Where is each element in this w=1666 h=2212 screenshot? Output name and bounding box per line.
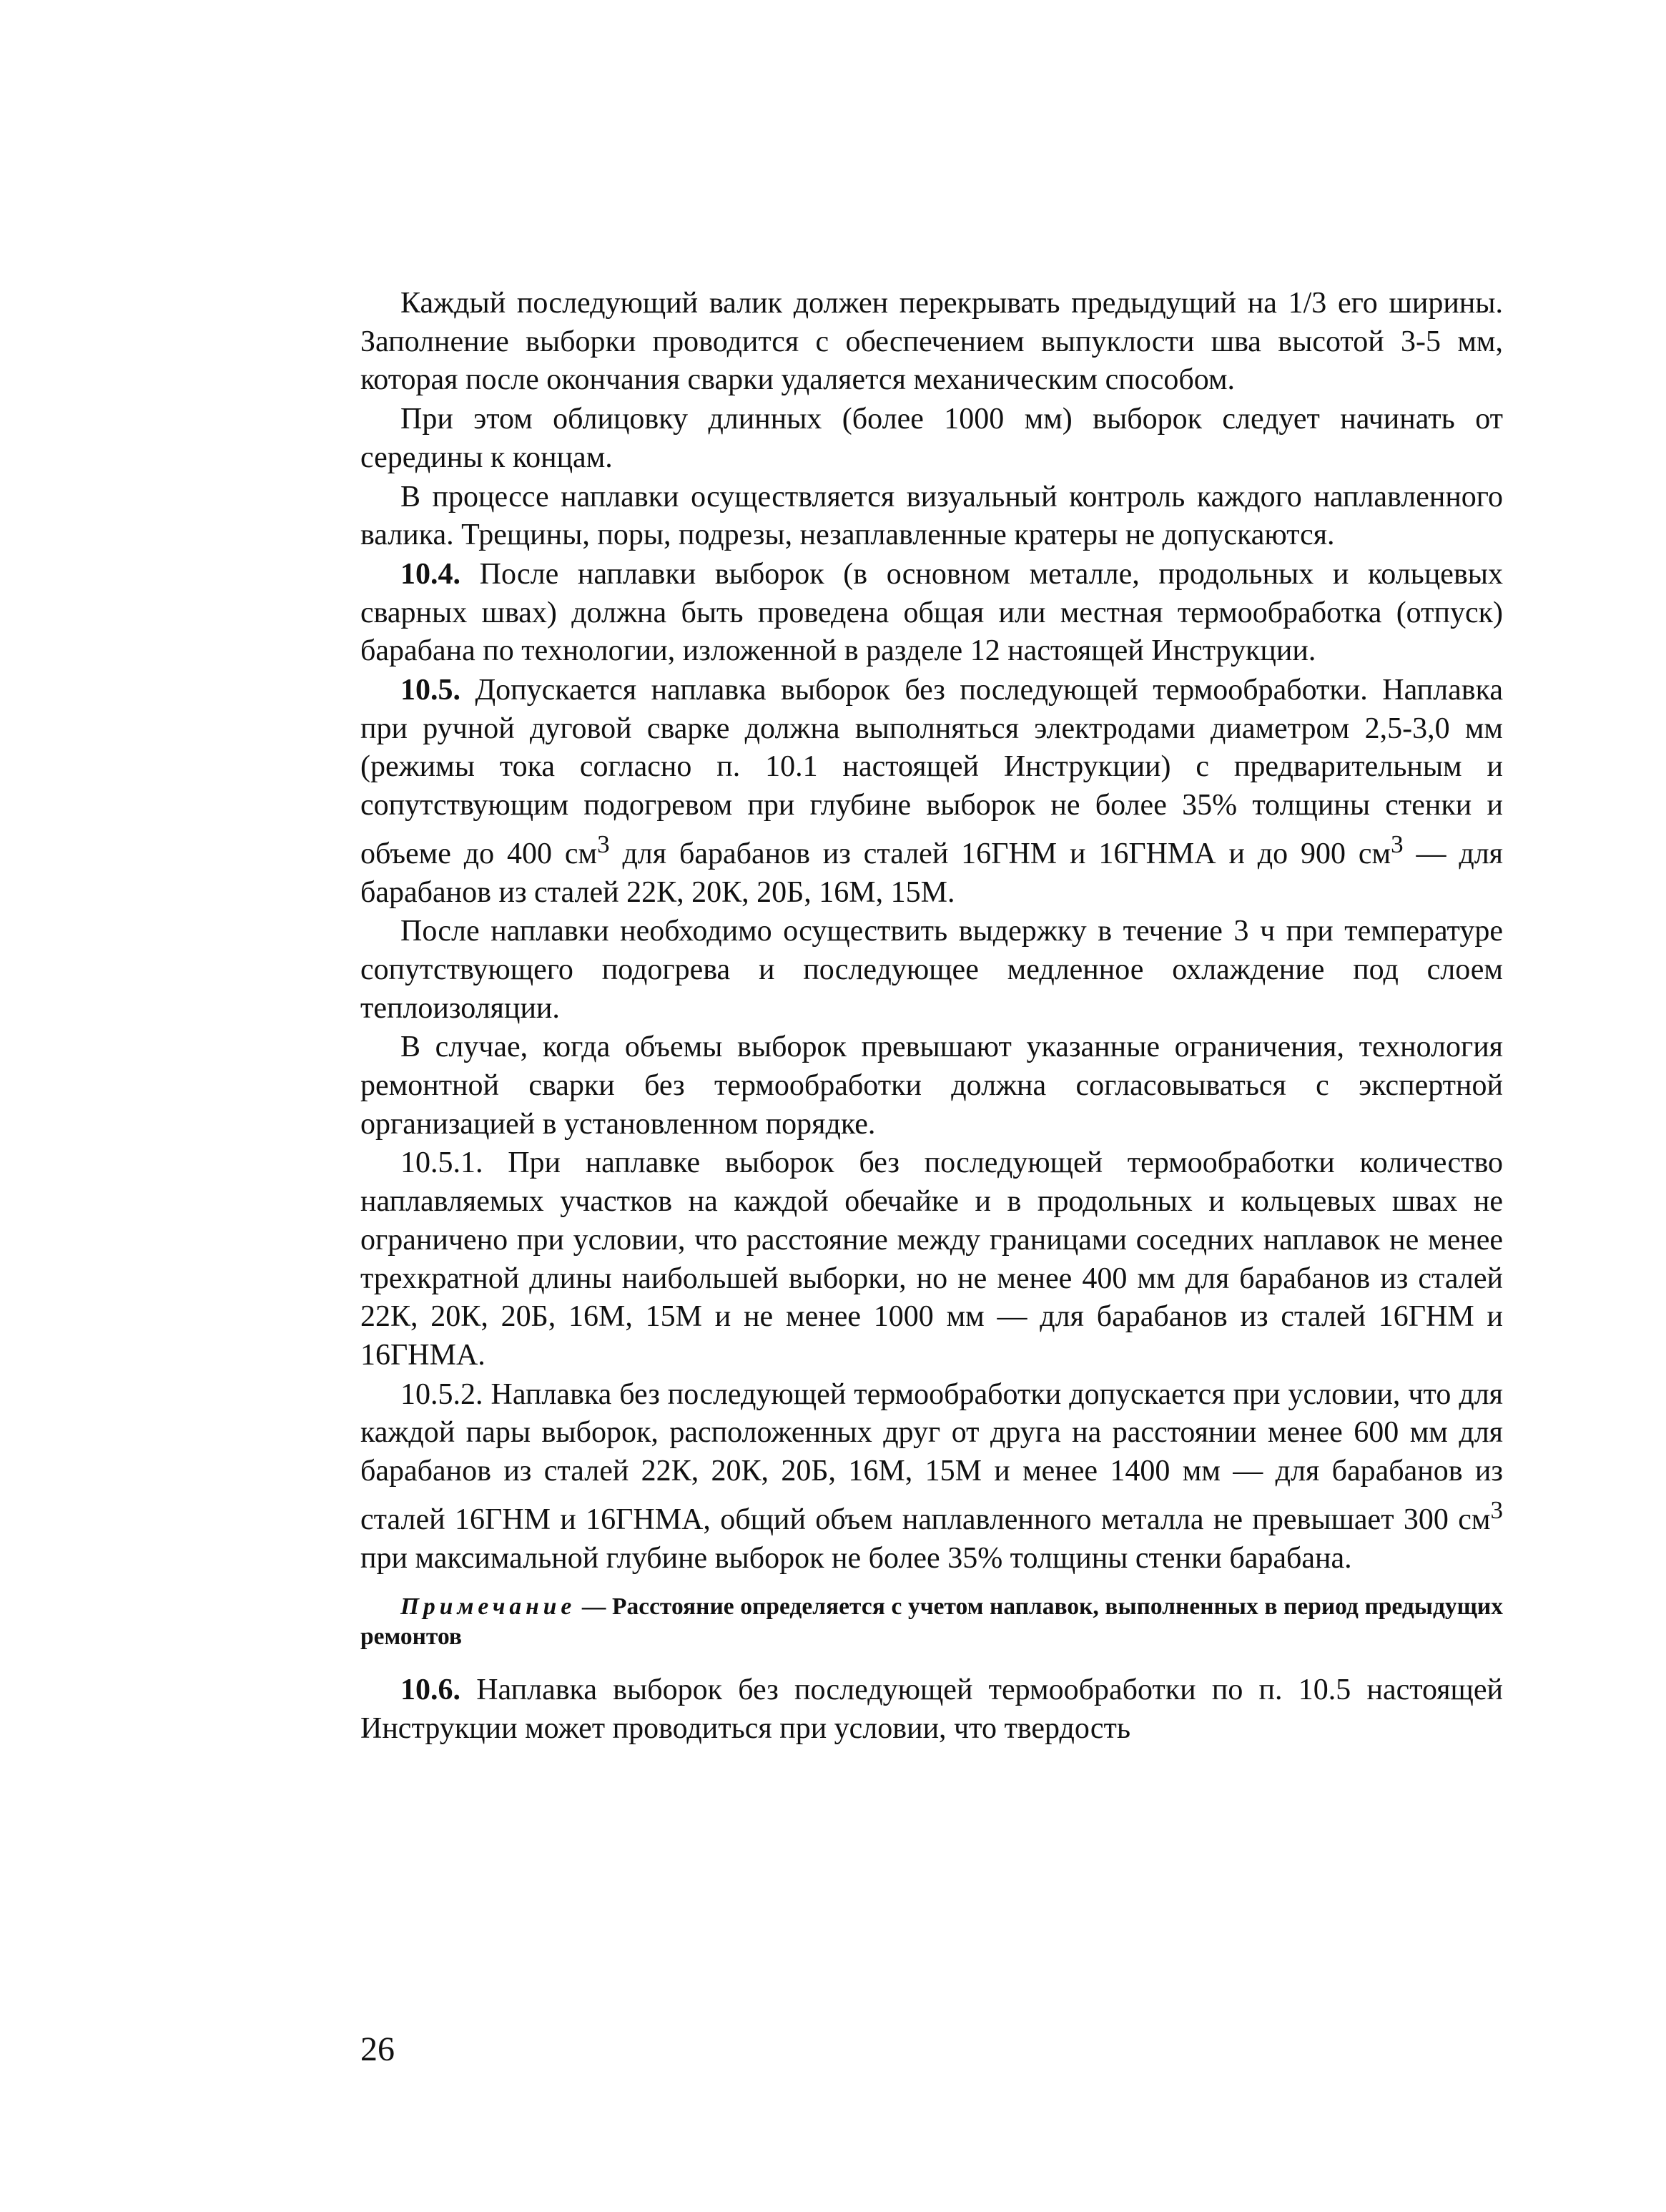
paragraph-p1 — [360, 285, 1503, 400]
paragraph-p7 — [360, 1028, 1503, 1144]
paragraph-p3 — [360, 478, 1503, 555]
section-number: 10.4. — [400, 557, 460, 591]
superscript: 3 — [1490, 1495, 1503, 1524]
paragraph-text: — для барабанов из сталей 22К, 20К, 20Б, 16М, 15М. — [360, 837, 1503, 909]
note — [360, 1592, 1503, 1652]
section-10-6 — [360, 1671, 1503, 1748]
paragraph-text: при максимальной глубине выборок не более 35% толщины стенки барабана. — [360, 1541, 1352, 1575]
paragraph-text: В случае, когда объемы выборок превышают указанные ограничения, технология ремонтной сварки без термообработки должна согласовываться с экспертной организацией в установленном порядке. — [360, 1031, 1503, 1141]
paragraph-text: После наплавки выборок (в основном металле, продольных и кольцевых сварных швах) должна быть проведена общая или местная термообработка (отпуск) барабана по технологии, изложенной в разделе 12 настоящей Инструкции. — [360, 557, 1504, 668]
section-10-5 — [360, 672, 1503, 912]
text-column — [360, 285, 1503, 1749]
section-number: 10.6. — [400, 1673, 460, 1707]
note-text: — Расстояние определяется с учетом наплавок, выполненных в период предыдущих ремонтов — [360, 1593, 1503, 1651]
paragraph-text: 10.5.2. Наплавка без последующей термообработки допускается при условии, что для каждой пары выборок, расположенных друг от друга на расстоянии менее 600 мм для барабанов из сталей 22К, 20К, 20Б, 16М, 15М и менее 1400 мм — для барабанов из сталей 16ГНМ и 16ГНМА, общий объем наплавленного металла не превышает 300 см — [360, 1377, 1503, 1536]
section-10-4 — [360, 556, 1503, 671]
paragraph-text: В процессе наплавки осуществляется визуальный контроль каждого наплавленного валика. Трещины, поры, подрезы, незаплавленные кратеры не допускаются. — [360, 480, 1503, 552]
section-10-5-2 — [360, 1376, 1503, 1578]
paragraph-text: Наплавка выборок без последующей термообработки по п. 10.5 настоящей Инструкции может проводиться при условии, что твердость — [360, 1673, 1503, 1745]
paragraph-text: 10.5.1. При наплавке выборок без последующей термообработки количество наплавляемых участков на каждой обечайке и в продольных и кольцевых швах не ограничено при условии, что расстояние между границами соседних наплавок не менее трехкратной длины наибольшей выборки, но не менее 400 мм для барабанов из сталей 22К, 20К, 20Б, 16М, 15М и не менее 1000 мм — для барабанов из сталей 16ГНМ и 16ГНМА. — [360, 1146, 1503, 1372]
section-10-5-1 — [360, 1144, 1503, 1375]
paragraph-p2 — [360, 400, 1503, 477]
superscript: 3 — [597, 830, 610, 858]
paragraph-p6 — [360, 913, 1503, 1028]
section-number: 10.5. — [400, 674, 460, 707]
paragraph-text: Каждый последующий валик должен перекрывать предыдущий на 1/3 его ширины. Заполнение выборки проводится с обеспечением выпуклости шва высотой 3-5 мм, которая после окончания сварки удаляется механическим способом. — [360, 287, 1503, 397]
note-label: Примечание — [400, 1593, 576, 1621]
paragraph-text: При этом облицовку длинных (более 1000 мм) выборок следует начинать от середины к концам. — [360, 403, 1503, 474]
superscript: 3 — [1391, 830, 1404, 858]
page-number: 26 — [360, 2030, 395, 2068]
paragraph-text: Допускается наплавка выборок без последующей термообработки. Наплавка при ручной дуговой сварке должна выполняться электродами диаметром 2,5-3,0 мм (режимы тока согласно п. 10.1 настоящей Инструкции) с предварительным и сопутствующим подогревом при глубине выборок не более 35% толщины стенки и объеме до 400 см — [360, 674, 1504, 870]
paragraph-text: После наплавки необходимо осуществить выдержку в течение 3 ч при температуре сопутствующего подогрева и последующее медленное охлаждение под слоем теплоизоляции. — [360, 915, 1503, 1025]
paragraph-text: для барабанов из сталей 16ГНМ и 16ГНМА и до 900 см — [609, 837, 1391, 870]
